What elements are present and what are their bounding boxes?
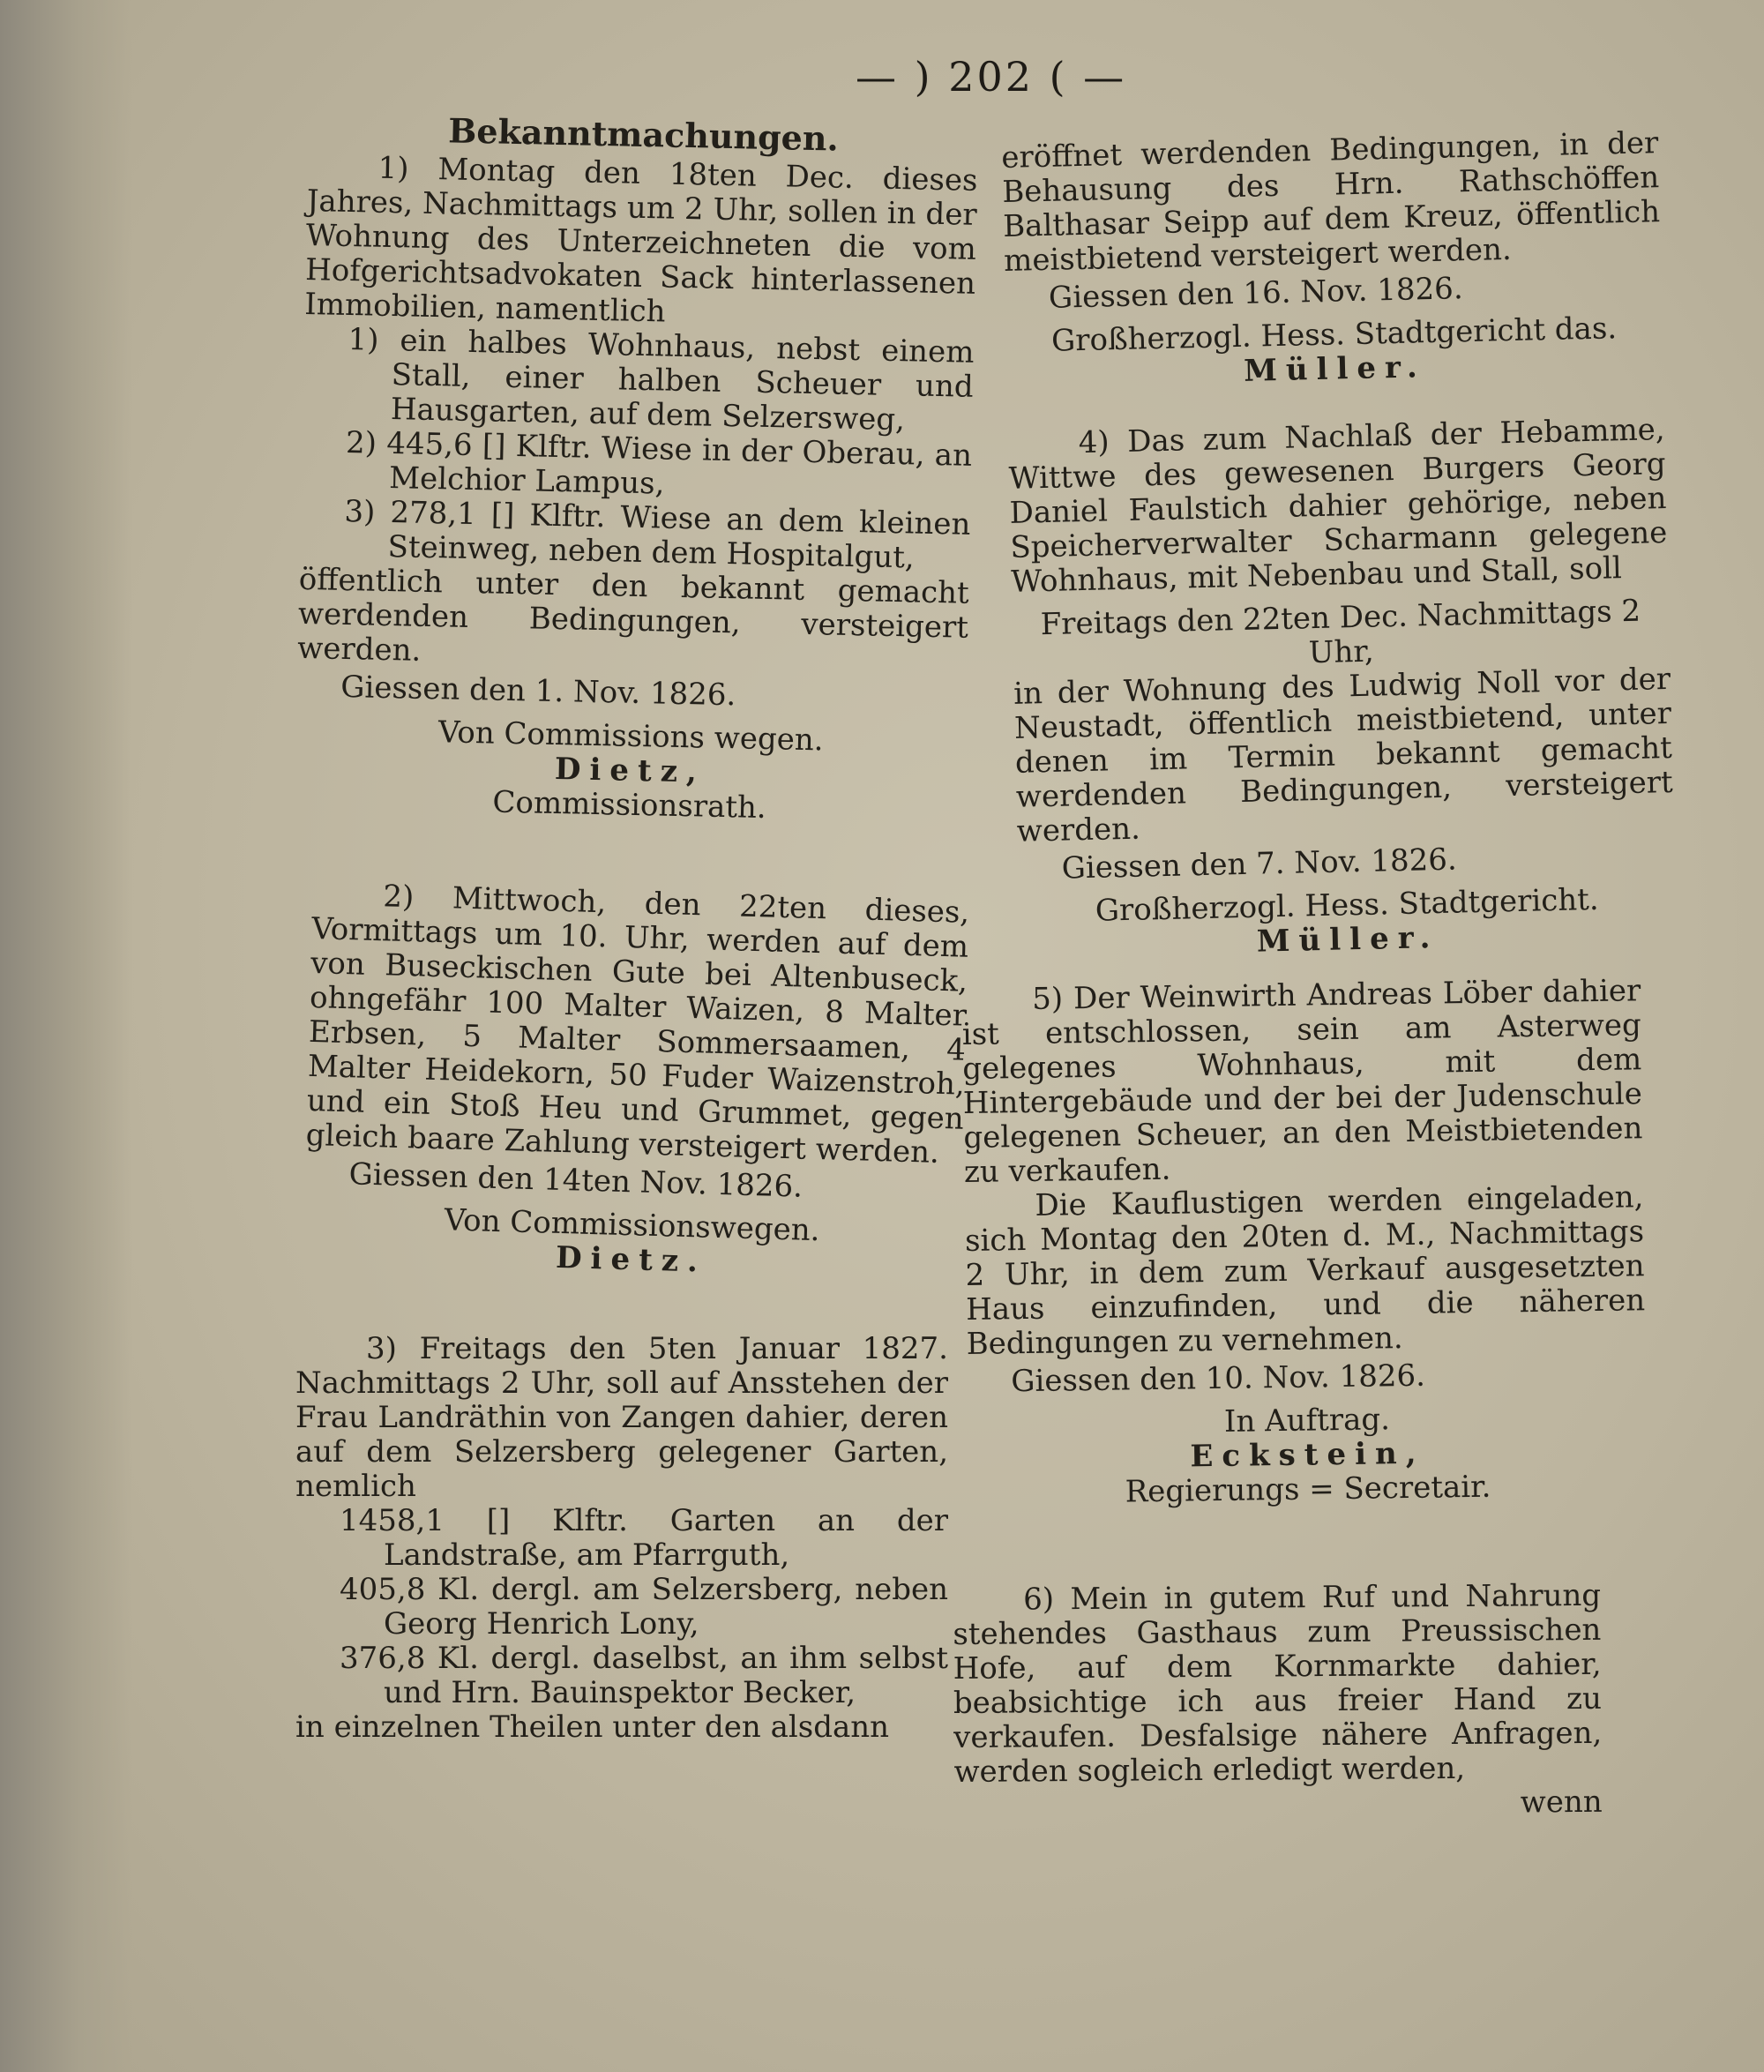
notice-3-outro: in einzelnen Theilen unter den alsdann [295, 1709, 890, 1745]
section-heading: Bekanntmachungen. [447, 110, 840, 159]
left-column-bottom [295, 1332, 948, 1745]
notice-4-signatory: Müller. [1256, 919, 1439, 960]
notice-1-item-2: 2) 445,6 [] Klftr. Wiese in der Oberau, an Melchior Lampus, [345, 424, 973, 502]
notice-1-signatory: Dietz, [554, 752, 706, 790]
notice-1-date: Giessen den 1. Nov. 1826. [340, 669, 736, 714]
notice-3-signatory: Müller. [1243, 349, 1427, 389]
notice-3-intro: 3) Freitags den 5ten Januar 1827. Nachmittags 2 Uhr, soll auf Ansstehen der Frau Landräthin von Zangen dahier, deren auf dem Selzersberg gelegener Garten, nemlich [295, 1331, 948, 1504]
notice-1-outro: öffentlich unter den bekannt gemacht werdenden Bedingungen, versteigert werden. [296, 561, 970, 669]
notice-4-text: 4) Das zum Nachlaß der Hebamme, Wittwe des gewesenen Burgers Georg Daniel Faulstich dahier gehörige, neben Speicherverwalter Scharmann gelegene Wohnhaus, mit Nebenbau und Stall, soll [1008, 412, 1668, 600]
notice-5-text-2: Die Kauflustigen werden eingeladen, sich Montag den 20ten d. M., Nachmittags 2 Uhr, in dem zum Verkauf ausgesetzten Haus einzufinden, und die näheren Bedingungen zu vernehmen. [964, 1179, 1646, 1362]
notice-2-text: 2) Mittwoch, den 22ten dieses, Vormittags um 10. Uhr, werden auf dem von Buseckischen Gute bei Altenbuseck, ohngefähr 100 Malter Waizen, 8 Malter Erbsen, 5 Malter Sommersaamen, 4 Malter Heidekorn, 50 Fuder Waizenstroh, und ein Stoß Heu und Grummet, gegen gleich baare Zahlung versteigert werden. [305, 879, 970, 1171]
right-column-bottom [953, 1579, 1603, 1824]
notice-3-continuation: eröffnet werdenden Bedingungen, in der Behausung des Hrn. Rathschöffen Balthasar Seipp auf dem Kreuz, öffentlich meistbietend versteigert werden. [1000, 125, 1661, 279]
notice-6-text: 6) Mein in gutem Ruf und Nahrung stehendes Gasthaus zum Preussischen Hofe, auf dem Kornmarkte dahier, beabsichtige ich aus freier Hand zu verkaufen. Desfalsige nähere Anfragen, werden sogleich erledigt werden, [953, 1577, 1603, 1790]
right-column-middle [961, 974, 1648, 1512]
notice-1-item-3: 3) 278,1 [] Klftr. Wiese an dem kleinen Steinweg, neben dem Hospitalgut, [344, 493, 971, 576]
notice-2-signatory: Dietz. [555, 1239, 707, 1280]
notice-5-signatory: Eckstein, [1190, 1435, 1425, 1475]
notice-4-text-2: in der Wohnung des Ludwig Noll vor der Neustadt, öffentlich meistbietend, unter denen im Termin bekannt gemacht werdenden Bedingungen, versteigert werden. [1013, 661, 1674, 849]
left-column-middle [303, 878, 970, 1287]
notice-2-date: Giessen den 14ten Nov. 1826. [348, 1156, 804, 1205]
notice-3-authority: Großherzogl. Hess. Stadtgericht das. [1050, 310, 1618, 359]
catchword: wenn [1520, 1784, 1603, 1821]
notice-1-authority: Von Commissions wegen. [437, 714, 824, 759]
page-number: — ) 202 ( — [856, 53, 1127, 101]
notice-1-item-1: 1) ein halbes Wohnhaus, nebst einem Stall, einer halben Scheuer und Hausgarten, auf dem Selzersweg, [348, 321, 975, 438]
page-edge-shadow [0, 0, 132, 2072]
notice-3-item-2: 405,8 Kl. dergl. am Selzersberg, neben Georg Henrich Lony, [340, 1572, 948, 1642]
notice-3-item-3: 376,8 Kl. dergl. daselbst, an ihm selbst und Hrn. Bauinspektor Becker, [340, 1641, 948, 1710]
right-column-top [1001, 126, 1677, 965]
notice-4-when: Freitags den 22ten Dec. Nachmittags 2 Uhr, [1040, 593, 1641, 671]
notice-4-date: Giessen den 7. Nov. 1826. [1061, 842, 1458, 886]
notice-3-date: Giessen den 16. Nov. 1826. [1048, 271, 1464, 316]
notice-5-date: Giessen den 10. Nov. 1826. [1011, 1358, 1426, 1400]
notice-1-intro: 1) Montag den 18ten Dec. dieses Jahres, Nachmittags um 2 Uhr, sollen in der Wohnung des Unterzeichneten die vom Hofgerichtsadvokaten Sack hinterlassenen Immobilien, namentlich [303, 150, 978, 330]
notice-5-authority: In Auftrag. [1223, 1402, 1391, 1440]
notice-4-authority: Großherzogl. Hess. Stadtgericht. [1095, 881, 1600, 929]
notice-2-authority: Von Commissionswegen. [444, 1202, 821, 1249]
left-column-top [294, 110, 979, 830]
notice-5-text: 5) Der Weinwirth Andreas Löber dahier ist entschlossen, sein am Asterweg gelegenes Wohnhaus, mit dem Hintergebäude und der bei der Judenschule gelegenen Scheuer, an den Meistbietenden zu verkaufen. [961, 973, 1643, 1190]
notice-3-item-1: 1458,1 [] Klftr. Garten an der Landstraße, am Pfarrguth, [340, 1503, 948, 1573]
notice-1-signatory-title: Commissionsrath. [492, 784, 767, 827]
notice-5-signatory-title: Regierungs = Secretair. [1125, 1469, 1491, 1510]
